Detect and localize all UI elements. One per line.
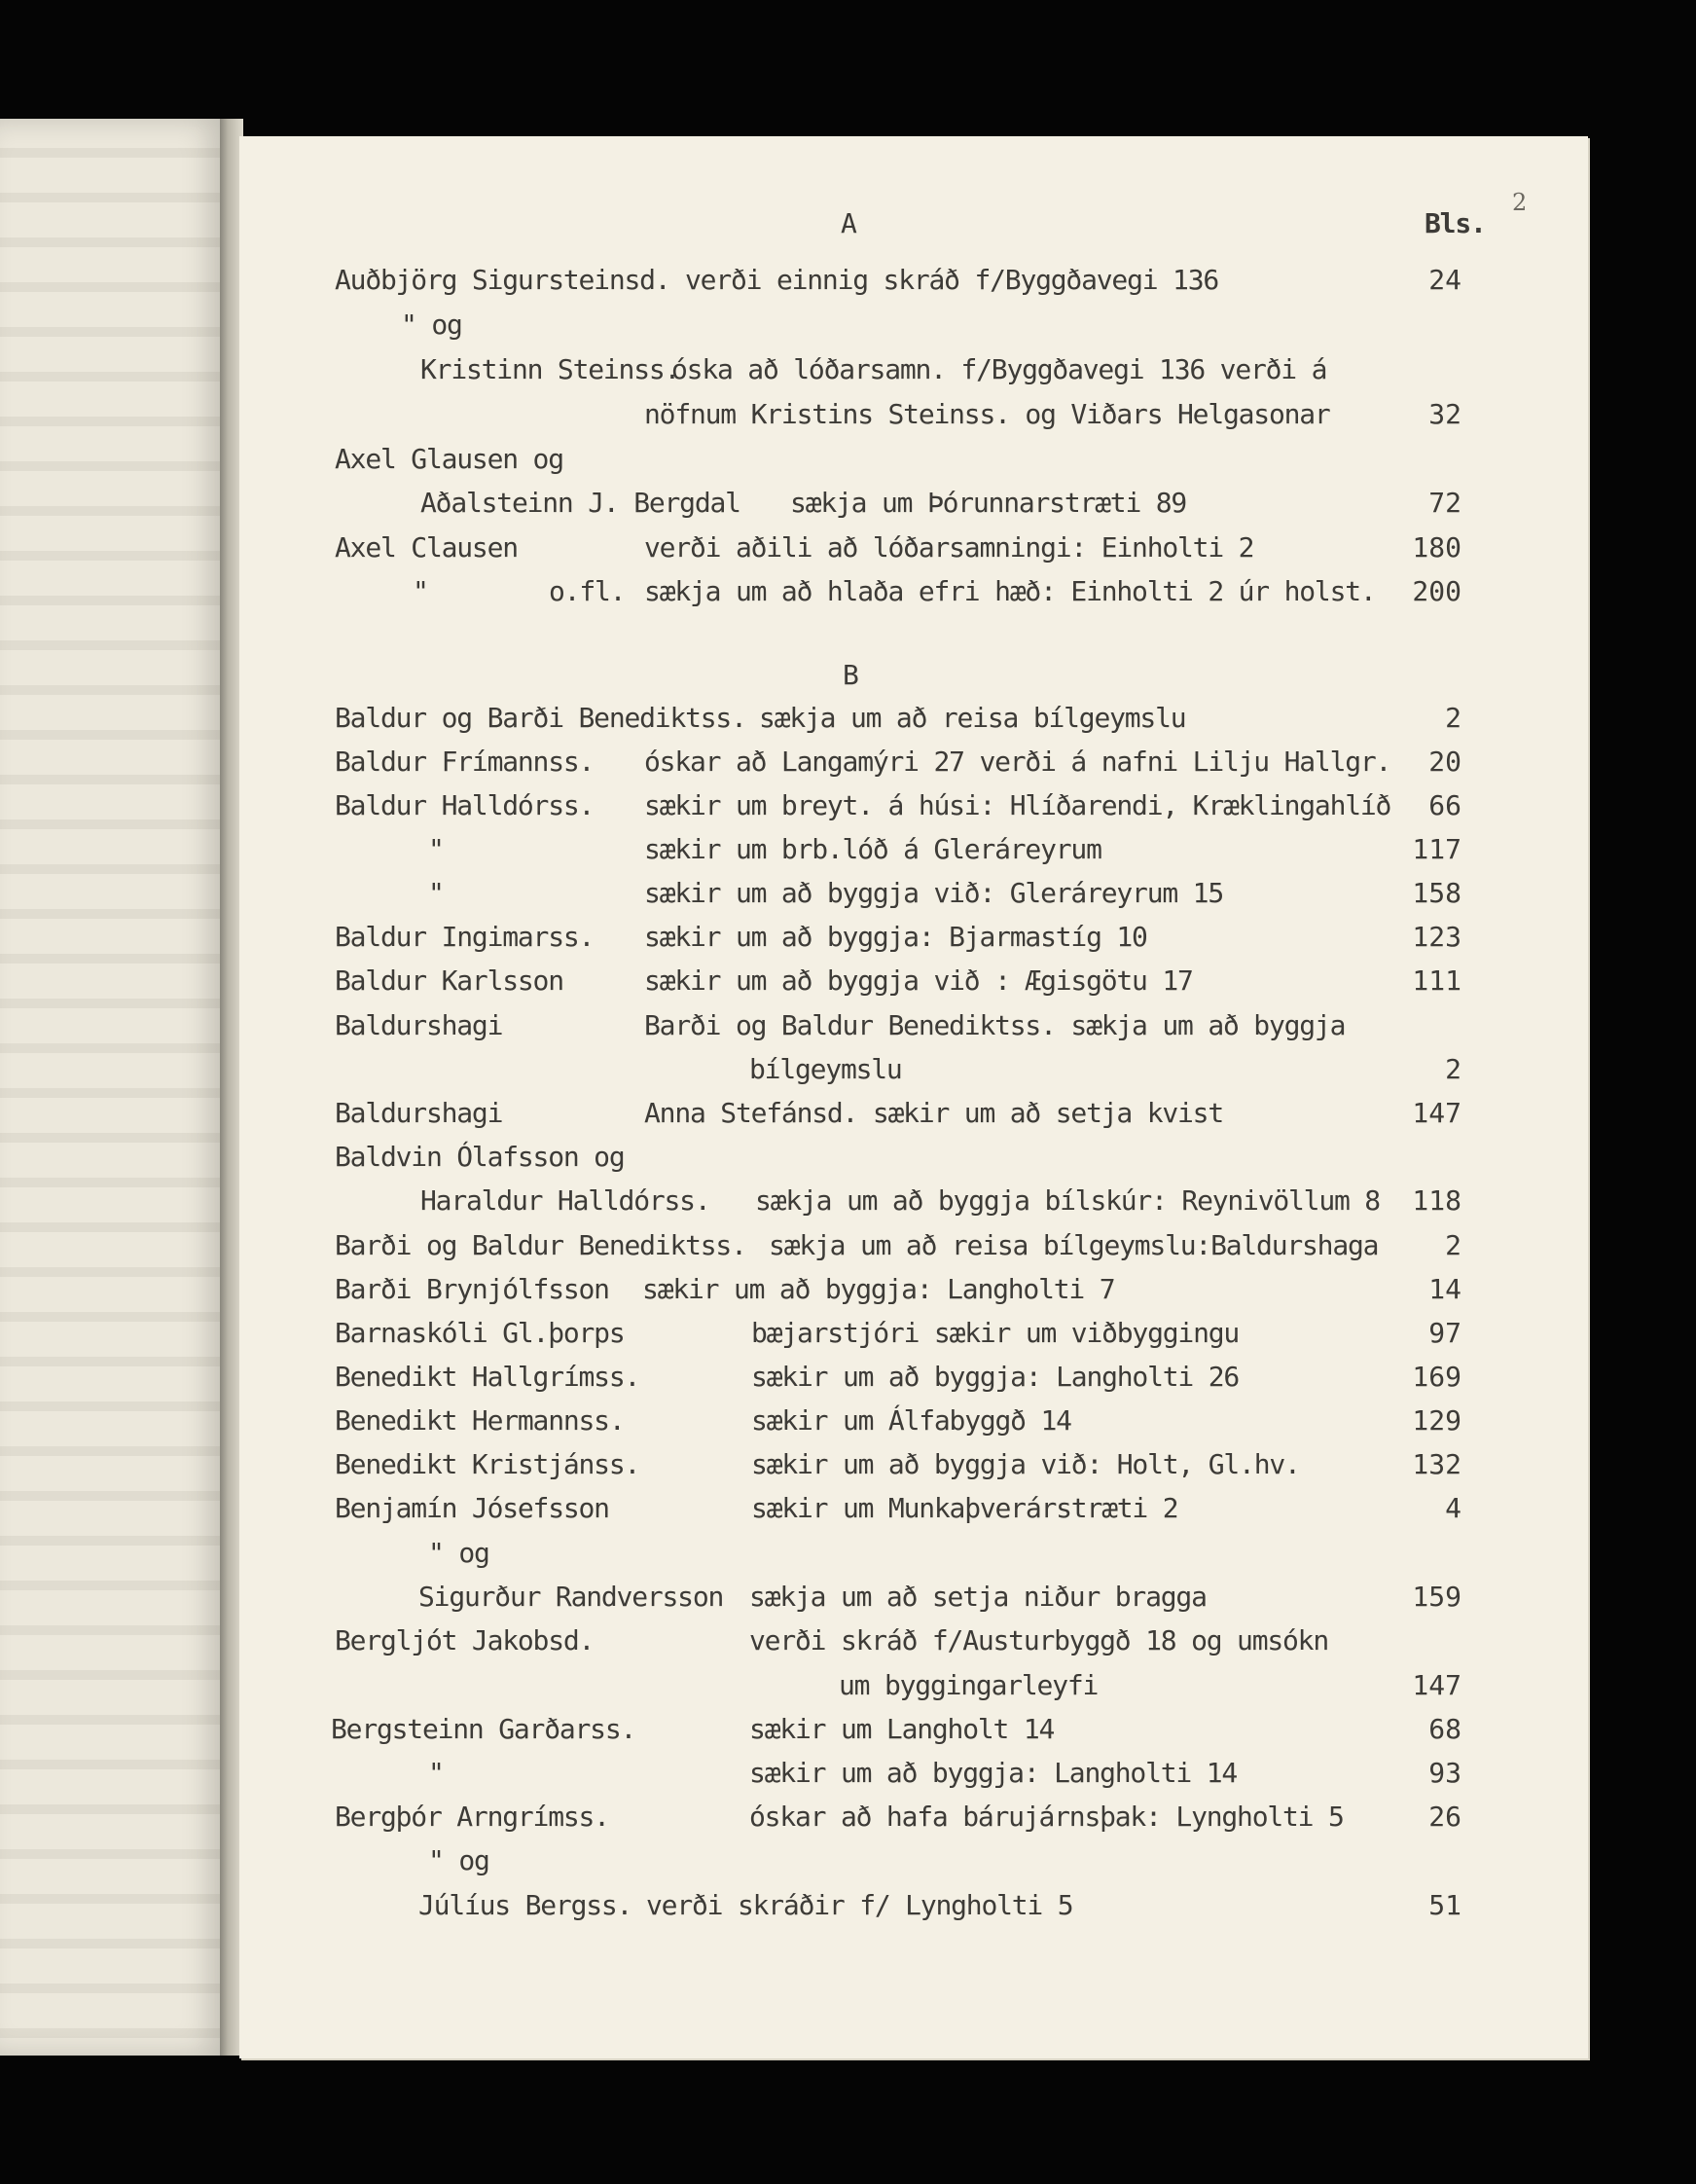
entry-description: sækja um að setja niður bragga <box>749 1581 1207 1613</box>
entry-name: Sigurður Randversson <box>418 1581 724 1613</box>
entry-description: sækir um að byggja við: Gleráreyrum 15 <box>644 877 1223 909</box>
entry-description: sækir um Langholt 14 <box>749 1713 1055 1745</box>
entry-page: 117 <box>1412 833 1461 865</box>
entry-page: 2 <box>1445 1053 1461 1085</box>
entry-page: 97 <box>1428 1317 1461 1349</box>
page-number: 2 <box>1512 189 1528 216</box>
entry-page: 158 <box>1412 877 1461 909</box>
entry-description: sækir um brb.lóð á Gleráreyrum <box>644 833 1101 865</box>
entry-name: Benjamín Jósefsson <box>335 1492 609 1524</box>
entry-name: Benedikt Kristjánss. <box>335 1448 640 1480</box>
entry-page: 2 <box>1445 1229 1461 1261</box>
entry-description: verði skráð f/Austurbyggð 18 og umsókn <box>749 1624 1328 1656</box>
entry-description: Anna Stefánsd. sækir um að setja kvist <box>644 1097 1223 1129</box>
entry-page: 20 <box>1428 746 1461 778</box>
entry-name: Baldvin Ólafsson og <box>335 1141 625 1173</box>
entry-name: Auðbjörg Sigursteinsd. <box>335 264 670 296</box>
entry-page: 129 <box>1412 1404 1461 1437</box>
entry-name: Axel Clausen <box>335 531 518 564</box>
entry-name: Haraldur Halldórss. <box>420 1184 710 1217</box>
entry-page: 68 <box>1428 1713 1461 1745</box>
entry-description: sækir um að byggja við: Holt, Gl.hv. <box>751 1448 1300 1480</box>
entry-description: verði einnig skráð f/Byggðavegi 136 <box>685 264 1219 296</box>
entry-description: nöfnum Kristins Steinss. og Viðars Helgasonar <box>644 398 1330 430</box>
entry-description: sækir um breyt. á húsi: Hlíðarendi, Kræklingahlíð <box>644 789 1391 821</box>
entry-page: 72 <box>1428 487 1461 519</box>
entry-description: Barði og Baldur Benediktss. sækja um að byggja <box>644 1009 1346 1041</box>
entry-page: 147 <box>1412 1669 1461 1701</box>
entry-name: Baldur Frímannss. <box>335 746 595 778</box>
section-heading-a: A <box>841 207 856 239</box>
entry-description: um byggingarleyfi <box>839 1669 1099 1701</box>
entry-description: sækir um að byggja: Langholti 14 <box>749 1757 1238 1789</box>
page-column-header: Bls. <box>1425 207 1486 239</box>
entry-description: sækir um að byggja: Bjarmastíg 10 <box>644 921 1147 953</box>
entry-page: 2 <box>1445 702 1461 734</box>
entry-description: verði skráðir f/ Lyngholti 5 <box>646 1889 1073 1921</box>
left-page-bleed-through <box>0 119 228 2056</box>
entry-name: Barði Brynjólfsson <box>335 1273 609 1305</box>
entry-name-suffix: o.fl. <box>549 575 626 607</box>
entry-name: Barði og Baldur Benediktss. <box>335 1229 746 1261</box>
entry-description: verði aðili að lóðarsamningi: Einholti 2 <box>644 531 1254 564</box>
entry-name: " og <box>401 309 462 341</box>
entry-name: Baldur Halldórss. <box>335 789 595 821</box>
entry-name: Bergsteinn Garðarss. <box>331 1713 636 1745</box>
entry-page: 123 <box>1412 921 1461 953</box>
entry-description: bílgeymslu <box>749 1053 902 1085</box>
entry-name: Baldur Karlsson <box>335 965 563 997</box>
entry-page: 93 <box>1428 1757 1461 1789</box>
entry-name: Axel Glausen og <box>335 443 563 475</box>
entry-name: Baldur og Barði Benediktss. <box>335 702 746 734</box>
entry-name: Júlíus Bergss. <box>418 1889 632 1921</box>
entry-page: 32 <box>1428 398 1461 430</box>
entry-page: 200 <box>1412 575 1461 607</box>
entry-description: sækir um að byggja: Langholti 26 <box>751 1361 1240 1393</box>
entry-page: 24 <box>1428 264 1461 296</box>
entry-page: 4 <box>1445 1492 1461 1524</box>
entry-name: " og <box>428 1537 489 1569</box>
entry-name: Kristinn Steinss. <box>420 353 680 385</box>
entry-description: bæjarstjóri sækir um viðbyggingu <box>751 1317 1240 1349</box>
entry-page: 118 <box>1412 1184 1461 1217</box>
entry-name: Benedikt Hermannss. <box>335 1404 625 1437</box>
entry-page: 14 <box>1428 1273 1461 1305</box>
entry-description: óskar að Langamýri 27 verði á nafni Lilju Hallgr. <box>644 746 1391 778</box>
entry-description: sækir um Álfabyggð 14 <box>751 1404 1071 1437</box>
entry-description: sækja um Þórunnarstræti 89 <box>790 487 1187 519</box>
entry-description: sækir um að byggja: Langholti 7 <box>642 1273 1115 1305</box>
entry-name: " og <box>428 1844 489 1876</box>
left-facing-page <box>0 119 228 2056</box>
entry-name: Bergljót Jakobsd. <box>335 1624 595 1656</box>
entry-page: 26 <box>1428 1801 1461 1833</box>
entry-description: sækir um að byggja við : Ægisgötu 17 <box>644 965 1193 997</box>
entry-page: 111 <box>1412 965 1461 997</box>
entry-description: sækja um að reisa bílgeymslu:Baldurshaga <box>769 1229 1379 1261</box>
entry-name: Baldurshagi <box>335 1097 503 1129</box>
entry-name: Baldur Ingimarss. <box>335 921 595 953</box>
entry-page: 169 <box>1412 1361 1461 1393</box>
entry-description: óskar að hafa bárujárnsþak: Lyngholti 5 <box>749 1801 1344 1833</box>
ditto-mark: " <box>428 833 444 865</box>
entry-page: 147 <box>1412 1097 1461 1129</box>
entry-page: 180 <box>1412 531 1461 564</box>
entry-page: 66 <box>1428 789 1461 821</box>
entry-name: Bergþór Arngrímss. <box>335 1801 609 1833</box>
entry-page: 132 <box>1412 1448 1461 1480</box>
entry-page: 51 <box>1428 1889 1461 1921</box>
entry-description: sækja um að hlaða efri hæð: Einholti 2 úr holst. <box>644 575 1376 607</box>
entry-name: Barnaskóli Gl.þorps <box>335 1317 625 1349</box>
entry-description: sækir um Munkaþverárstræti 2 <box>751 1492 1178 1524</box>
entry-description: sækja um að byggja bílskúr: Reynivöllum 8 <box>755 1184 1380 1217</box>
ditto-mark: " <box>413 575 428 607</box>
entry-name: Benedikt Hallgrímss. <box>335 1361 640 1393</box>
ditto-mark: " <box>428 1757 444 1789</box>
entry-description: óska að lóðarsamn. f/Byggðavegi 136 verði á <box>671 353 1327 385</box>
entry-page: 159 <box>1412 1581 1461 1613</box>
entry-name: Aðalsteinn J. Bergdal <box>420 487 740 519</box>
entry-name: Baldurshagi <box>335 1009 503 1041</box>
section-heading-b: B <box>843 659 858 691</box>
entry-description: sækja um að reisa bílgeymslu <box>759 702 1186 734</box>
ditto-mark: " <box>428 877 444 909</box>
